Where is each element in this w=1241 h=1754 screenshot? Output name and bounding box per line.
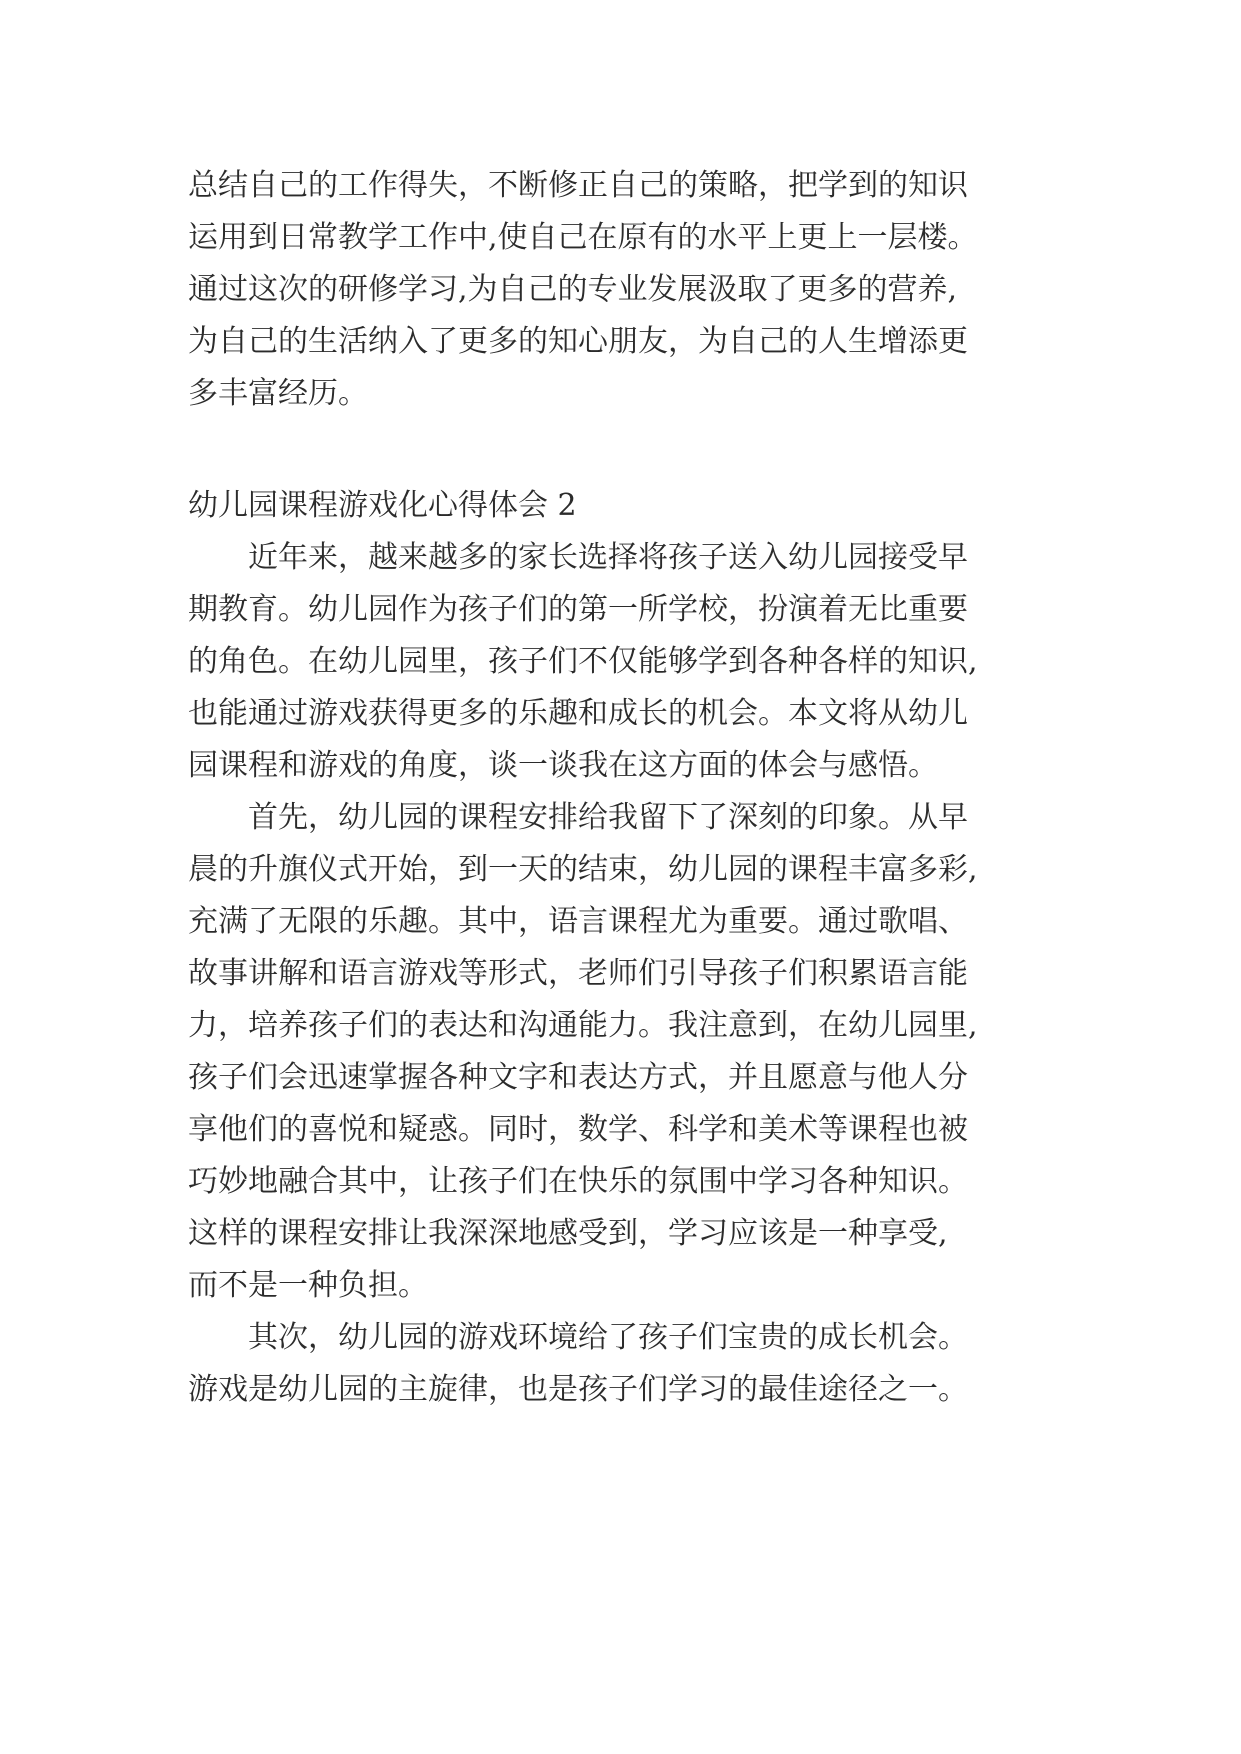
text-line: 近年来，越来越多的家长选择将孩子送入幼儿园接受早 [248,540,968,575]
text-line: 力，培养孩子们的表达和沟通能力。我注意到，在幼儿园里, [188,1008,978,1043]
text-line: 巧妙地融合其中，让孩子们在快乐的氛围中学习各种知识。 [188,1164,968,1199]
text-line: 其次，幼儿园的游戏环境给了孩子们宝贵的成长机会。 [248,1320,968,1355]
text-line: 晨的升旗仪式开始，到一天的结束，幼儿园的课程丰富多彩, [188,852,978,887]
text-line: 的角色。在幼儿园里，孩子们不仅能够学到各种各样的知识, [188,644,978,679]
text-line: 首先，幼儿园的课程安排给我留下了深刻的印象。从早 [248,800,968,835]
text-line: 孩子们会迅速掌握各种文字和表达方式，并且愿意与他人分 [188,1060,968,1095]
text-line: 这样的课程安排让我深深地感受到，学习应该是一种享受, [188,1216,948,1251]
text-line: 也能通过游戏获得更多的乐趣和成长的机会。本文将从幼儿 [188,696,968,731]
text-line: 园课程和游戏的角度，谈一谈我在这方面的体会与感悟。 [188,748,938,783]
text-line: 多丰富经历。 [188,376,368,411]
paragraph-2 [188,792,1068,1312]
paragraph-1 [188,532,1068,792]
text-line: 充满了无限的乐趣。其中，语言课程尤为重要。通过歌唱、 [188,904,968,939]
text-line: 而不是一种负担。 [188,1268,428,1303]
text-line: 总结自己的工作得失，不断修正自己的策略，把学到的知识 [188,168,968,203]
section-title: 幼儿园课程游戏化心得体会 2 [188,488,577,523]
text-line: 游戏是幼儿园的主旋律，也是孩子们学习的最佳途径之一。 [188,1372,968,1407]
paragraph-3 [188,1312,1068,1416]
text-line: 为自己的生活纳入了更多的知心朋友，为自己的人生增添更 [188,324,968,359]
text-line: 通过这次的研修学习,为自己的专业发展汲取了更多的营养, [188,272,958,307]
text-line: 享他们的喜悦和疑惑。同时，数学、科学和美术等课程也被 [188,1112,968,1147]
intro-paragraph [188,160,1068,420]
section-spacer [188,420,1068,480]
text-line: 运用到日常教学工作中,使自己在原有的水平上更上一层楼。 [188,220,978,255]
text-line: 故事讲解和语言游戏等形式，老师们引导孩子们积累语言能 [188,956,968,991]
text-line: 期教育。幼儿园作为孩子们的第一所学校，扮演着无比重要 [188,592,968,627]
document-body [188,160,1068,1416]
